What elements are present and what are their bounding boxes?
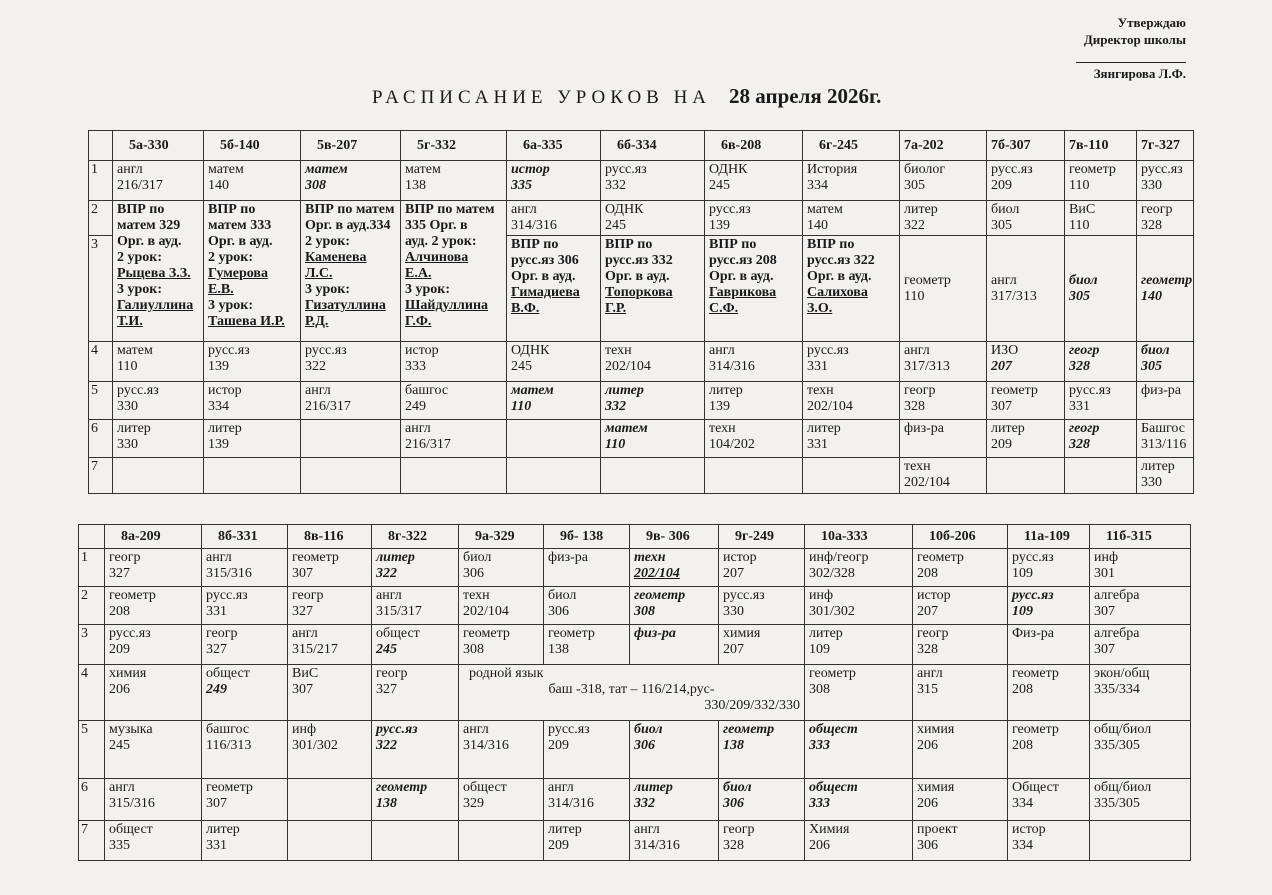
lesson-cell: общест 329 [459, 779, 544, 821]
lesson-cell: англ 216/317 [113, 161, 204, 201]
lesson-cell: геометр 138 [544, 625, 630, 665]
class-header: 7г-327 [1137, 131, 1194, 161]
lesson-cell: истор 334 [1008, 821, 1090, 861]
lesson-cell: геометр 138 [372, 779, 459, 821]
class-header: 9г-249 [719, 525, 805, 549]
approval-stamp [1076, 14, 1186, 82]
vpr-cell: ВПР по матем 333 Орг. в ауд. 2 урок: Гумерова Е.В. 3 урок: Ташева И.Р. [204, 201, 301, 342]
lesson-cell: Общест 334 [1008, 779, 1090, 821]
vpr-cell: ВПР по матем 335 Орг. в ауд. 2 урок: Алчинова Е.А. 3 урок: Шайдуллина Г.Ф. [401, 201, 507, 342]
lesson-number: 1 [79, 549, 105, 587]
lesson-number: 7 [79, 821, 105, 861]
empty-cell [459, 821, 544, 861]
class-header: 6г-245 [803, 131, 900, 161]
lesson-row [89, 201, 1194, 236]
empty-cell [204, 458, 301, 494]
lesson-cell: литер 332 [630, 779, 719, 821]
schedule-table-1 [88, 130, 1194, 494]
empty-cell [288, 821, 372, 861]
lesson-cell: геометр 307 [202, 779, 288, 821]
lesson-cell: геометр 110 [1065, 161, 1137, 201]
empty-cell [507, 420, 601, 458]
lesson-cell: матем 138 [401, 161, 507, 201]
lesson-cell: русс.яз 209 [105, 625, 202, 665]
lesson-cell: биол 305 [987, 201, 1065, 236]
lesson-cell: истор 207 [913, 587, 1008, 625]
lesson-cell: геогр 327 [372, 665, 459, 721]
lesson-cell: геометр 208 [913, 549, 1008, 587]
lesson-cell: русс.яз 330 [1137, 161, 1194, 201]
lesson-cell: экон/общ 335/334 [1090, 665, 1191, 721]
class-header: 9б- 138 [544, 525, 630, 549]
lesson-cell: матем 110 [507, 382, 601, 420]
lesson-cell: русс.яз 139 [204, 342, 301, 382]
title-date: 28 апреля 2026г. [729, 84, 882, 108]
lesson-cell: англ 216/317 [401, 420, 507, 458]
lesson-cell: техн 202/104 [601, 342, 705, 382]
schedule-table-2 [78, 524, 1191, 861]
lesson-cell: геогр 327 [105, 549, 202, 587]
lesson-cell: проект 306 [913, 821, 1008, 861]
class-header: 9в- 306 [630, 525, 719, 549]
lesson-cell: биол 306 [459, 549, 544, 587]
lesson-cell: Физ-ра [1008, 625, 1090, 665]
empty-cell [401, 458, 507, 494]
empty-cell [301, 420, 401, 458]
lesson-cell: истор 207 [719, 549, 805, 587]
lesson-cell: физ-ра [630, 625, 719, 665]
lesson-row [89, 161, 1194, 201]
class-header: 8б-331 [202, 525, 288, 549]
lesson-cell: физ-ра [544, 549, 630, 587]
lesson-cell: музыка 245 [105, 721, 202, 779]
lesson-cell: ВиС 110 [1065, 201, 1137, 236]
lesson-cell: англ 314/316 [630, 821, 719, 861]
lesson-cell: русс.яз 330 [719, 587, 805, 625]
class-header: 11а-109 [1008, 525, 1090, 549]
lesson-cell: геометр 308 [630, 587, 719, 625]
class-header: 11б-315 [1090, 525, 1191, 549]
lesson-cell: англ 317/313 [987, 236, 1065, 342]
lesson-cell: англ 315/316 [105, 779, 202, 821]
lesson-number: 3 [89, 236, 113, 342]
lesson-number: 4 [89, 342, 113, 382]
lesson-cell: англ 216/317 [301, 382, 401, 420]
lesson-cell: общест 245 [372, 625, 459, 665]
lesson-cell: геометр 308 [805, 665, 913, 721]
lesson-cell: инф/геогр 302/328 [805, 549, 913, 587]
lesson-cell: геогр 327 [202, 625, 288, 665]
lesson-cell: геогр 328 [1065, 420, 1137, 458]
lesson-cell: англ 315/316 [202, 549, 288, 587]
lesson-cell: литер 322 [900, 201, 987, 236]
lesson-cell: биол 305 [1137, 342, 1194, 382]
approve-line-1: Утверждаю [1117, 15, 1186, 30]
class-header: 8в-116 [288, 525, 372, 549]
lesson-cell: матем 140 [803, 201, 900, 236]
lesson-number: 7 [89, 458, 113, 494]
lesson-cell: англ 314/316 [544, 779, 630, 821]
class-header: 7в-110 [1065, 131, 1137, 161]
lesson-row [79, 779, 1191, 821]
lesson-number: 2 [89, 201, 113, 236]
lesson-cell: геогр 328 [1137, 201, 1194, 236]
lesson-cell: физ-ра [1137, 382, 1194, 420]
lesson-cell: англ 314/316 [507, 201, 601, 236]
lesson-cell: геометр 110 [900, 236, 987, 342]
lesson-cell: Башгос 313/116 [1137, 420, 1194, 458]
lesson-cell: биолог 305 [900, 161, 987, 201]
class-header: 8а-209 [105, 525, 202, 549]
approve-line-2: Директор школы [1083, 32, 1186, 47]
lesson-cell: русс.яз 331 [803, 342, 900, 382]
title-text: РАСПИСАНИЕ УРОКОВ НА [372, 87, 712, 108]
lesson-cell: русс.яз 322 [301, 342, 401, 382]
native-language-cell: родной язык баш -318, тат – 116/214,рус- 330/209/332/330 [459, 665, 805, 721]
class-header: 9а-329 [459, 525, 544, 549]
lesson-cell: истор 334 [204, 382, 301, 420]
lesson-cell: физ-ра [900, 420, 987, 458]
header-row [89, 131, 1194, 161]
lesson-cell: общест 249 [202, 665, 288, 721]
lesson-row [89, 420, 1194, 458]
lesson-cell: биол 306 [544, 587, 630, 625]
lesson-cell: техн 202/104 [803, 382, 900, 420]
class-header: 5б-140 [204, 131, 301, 161]
lesson-cell: русс.яз 322 [372, 721, 459, 779]
lesson-cell: биол 305 [1065, 236, 1137, 342]
vpr-cell: ВПР по русс.яз 322 Орг. в ауд. Салихова З.О. [803, 236, 900, 342]
empty-cell [987, 458, 1065, 494]
lesson-cell: техн 104/202 [705, 420, 803, 458]
empty-cell [705, 458, 803, 494]
lesson-cell: геометр 208 [1008, 721, 1090, 779]
lesson-cell: геогр 328 [900, 382, 987, 420]
lesson-cell: химия 206 [913, 779, 1008, 821]
lesson-cell: литер 331 [202, 821, 288, 861]
lesson-cell: химия 206 [913, 721, 1008, 779]
lesson-cell: матем 308 [301, 161, 401, 201]
empty-cell [1090, 821, 1191, 861]
lesson-cell: геометр 308 [459, 625, 544, 665]
class-header: 5а-330 [113, 131, 204, 161]
lesson-cell: геометр 140 [1137, 236, 1194, 342]
lesson-cell: матем 110 [601, 420, 705, 458]
lesson-cell: геогр 328 [719, 821, 805, 861]
lesson-cell: англ 315 [913, 665, 1008, 721]
lesson-cell: литер 209 [987, 420, 1065, 458]
lesson-cell: геометр 307 [288, 549, 372, 587]
lesson-cell: русс.яз 330 [113, 382, 204, 420]
header-row [79, 525, 1191, 549]
lesson-cell: русс.яз 139 [705, 201, 803, 236]
vpr-cell: ВПР по русс.яз 306 Орг. в ауд. Гимадиева В.Ф. [507, 236, 601, 342]
lesson-row [79, 821, 1191, 861]
lesson-cell: геогр 327 [288, 587, 372, 625]
class-header: 10а-333 [805, 525, 913, 549]
vpr-cell: ВПР по матем 329 Орг. в ауд. 2 урок: Рыцева З.З. 3 урок: Галиуллина Т.И. [113, 201, 204, 342]
lesson-row [89, 382, 1194, 420]
lesson-cell: русс.яз 109 [1008, 587, 1090, 625]
lesson-cell: истор 333 [401, 342, 507, 382]
lesson-row [79, 665, 1191, 721]
lesson-cell: общест 333 [805, 721, 913, 779]
lesson-number: 5 [79, 721, 105, 779]
lesson-cell: инф 301/302 [805, 587, 913, 625]
class-header: 6а-335 [507, 131, 601, 161]
lesson-row [79, 587, 1191, 625]
lesson-cell: русс.яз 209 [987, 161, 1065, 201]
empty-cell [601, 458, 705, 494]
lesson-cell: общест 333 [805, 779, 913, 821]
lesson-cell: ВиС 307 [288, 665, 372, 721]
lesson-cell: геогр 328 [1065, 342, 1137, 382]
lesson-cell: алгебра 307 [1090, 587, 1191, 625]
lesson-cell: литер 322 [372, 549, 459, 587]
lesson-cell: геометр 208 [1008, 665, 1090, 721]
class-header: 7б-307 [987, 131, 1065, 161]
empty-cell [372, 821, 459, 861]
lesson-row [79, 549, 1191, 587]
lesson-number: 6 [89, 420, 113, 458]
lesson-cell: инф 301/302 [288, 721, 372, 779]
class-header: 8г-322 [372, 525, 459, 549]
lesson-cell: литер 139 [705, 382, 803, 420]
lesson-cell: инф 301 [1090, 549, 1191, 587]
lesson-row [89, 342, 1194, 382]
lesson-number: 1 [89, 161, 113, 201]
lesson-cell: техн 202/104 [459, 587, 544, 625]
lesson-cell: химия 207 [719, 625, 805, 665]
lesson-number: 6 [79, 779, 105, 821]
lesson-cell: Химия 206 [805, 821, 913, 861]
empty-cell [803, 458, 900, 494]
lesson-cell: техн 202/104 [630, 549, 719, 587]
empty-cell [288, 779, 372, 821]
lesson-cell: литер 139 [204, 420, 301, 458]
lesson-cell: литер 332 [601, 382, 705, 420]
lesson-cell: англ 314/316 [459, 721, 544, 779]
num-header [79, 525, 105, 549]
lesson-cell: англ 315/217 [288, 625, 372, 665]
lesson-cell: матем 140 [204, 161, 301, 201]
lesson-cell: геометр 307 [987, 382, 1065, 420]
lesson-cell: общ/биол 335/305 [1090, 779, 1191, 821]
approve-line-3: Зянгирова Л.Ф. [1093, 66, 1186, 81]
lesson-cell: матем 110 [113, 342, 204, 382]
lesson-number: 2 [79, 587, 105, 625]
lesson-cell: геометр 138 [719, 721, 805, 779]
lesson-cell: геометр 208 [105, 587, 202, 625]
lesson-cell: англ 315/317 [372, 587, 459, 625]
lesson-cell: химия 206 [105, 665, 202, 721]
lesson-cell: биол 306 [719, 779, 805, 821]
class-header: 6б-334 [601, 131, 705, 161]
lesson-row [79, 721, 1191, 779]
lesson-cell: общест 335 [105, 821, 202, 861]
lesson-cell: литер 209 [544, 821, 630, 861]
class-header: 10б-206 [913, 525, 1008, 549]
empty-cell [301, 458, 401, 494]
lesson-cell: башгос 116/313 [202, 721, 288, 779]
lesson-cell: техн 202/104 [900, 458, 987, 494]
empty-cell [113, 458, 204, 494]
class-header: 5в-207 [301, 131, 401, 161]
empty-cell [507, 458, 601, 494]
page-title [372, 84, 881, 109]
lesson-cell: русс.яз 331 [1065, 382, 1137, 420]
lesson-cell: ОДНК 245 [507, 342, 601, 382]
lesson-cell: русс.яз 109 [1008, 549, 1090, 587]
class-header: 6в-208 [705, 131, 803, 161]
lesson-cell: литер 330 [1137, 458, 1194, 494]
lesson-cell: англ 317/313 [900, 342, 987, 382]
lesson-cell: истор 335 [507, 161, 601, 201]
lesson-cell: англ 314/316 [705, 342, 803, 382]
class-header: 5г-332 [401, 131, 507, 161]
lesson-cell: геогр 328 [913, 625, 1008, 665]
lesson-number: 3 [79, 625, 105, 665]
lesson-cell: русс.яз 209 [544, 721, 630, 779]
lesson-cell: литер 109 [805, 625, 913, 665]
lesson-number: 4 [79, 665, 105, 721]
lesson-cell: общ/биол 335/305 [1090, 721, 1191, 779]
vpr-cell: ВПР по русс.яз 332 Орг. в ауд. Топоркова Г.Р. [601, 236, 705, 342]
num-header [89, 131, 113, 161]
class-header: 7а-202 [900, 131, 987, 161]
lesson-cell: ОДНК 245 [705, 161, 803, 201]
lesson-cell: литер 331 [803, 420, 900, 458]
lesson-cell: ОДНК 245 [601, 201, 705, 236]
vpr-cell: ВПР по русс.яз 208 Орг. в ауд. Гаврикова С.Ф. [705, 236, 803, 342]
vpr-cell: ВПР по матем Орг. в ауд.334 2 урок: Каменева Л.С. 3 урок: Гизатуллина Р.Д. [301, 201, 401, 342]
lesson-number: 5 [89, 382, 113, 420]
lesson-cell: русс.яз 331 [202, 587, 288, 625]
lesson-cell: биол 306 [630, 721, 719, 779]
lesson-cell: алгебра 307 [1090, 625, 1191, 665]
lesson-row [89, 458, 1194, 494]
lesson-cell: История 334 [803, 161, 900, 201]
lesson-cell: башгос 249 [401, 382, 507, 420]
lesson-cell: русс.яз 332 [601, 161, 705, 201]
lesson-row [79, 625, 1191, 665]
signature-line [1076, 62, 1186, 63]
lesson-cell: литер 330 [113, 420, 204, 458]
lesson-cell: ИЗО 207 [987, 342, 1065, 382]
empty-cell [1065, 458, 1137, 494]
